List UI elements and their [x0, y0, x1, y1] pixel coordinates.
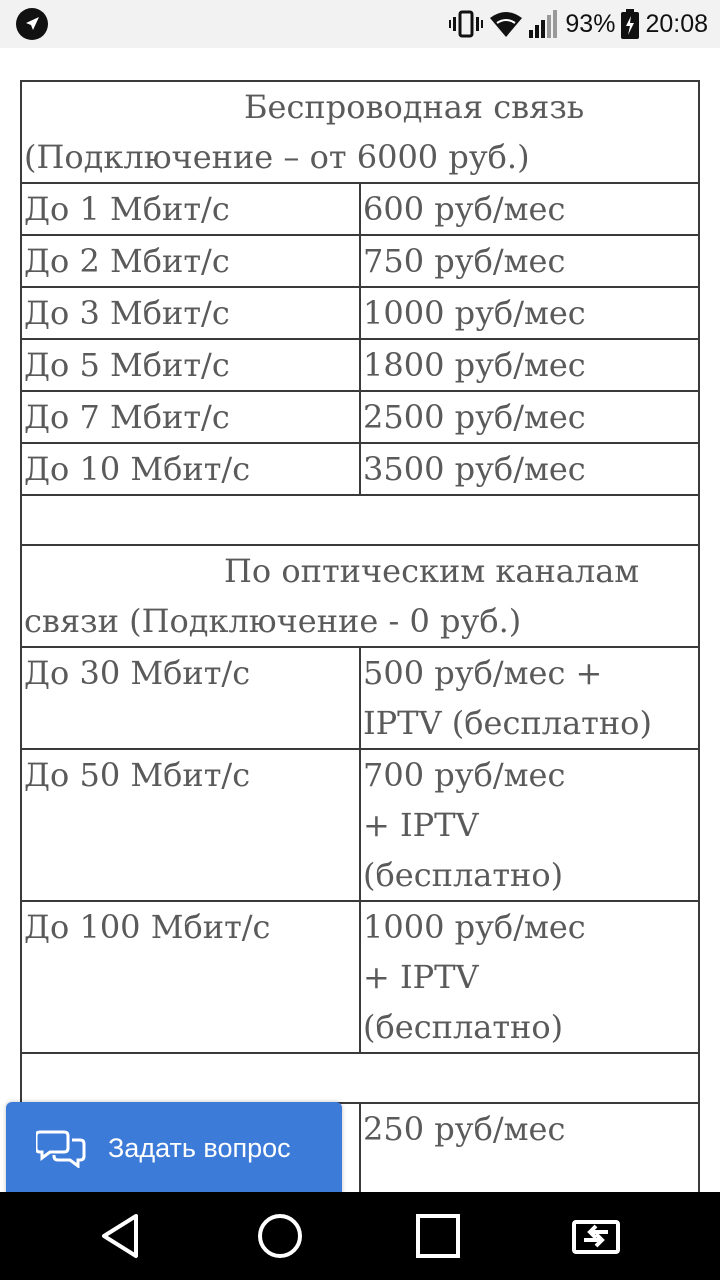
table-row — [21, 443, 699, 495]
price-cell — [360, 901, 699, 1053]
table-row — [21, 235, 699, 287]
price-cell: 1000 руб/мес — [360, 287, 699, 339]
page-content[interactable] — [0, 48, 720, 1192]
battery-charging-icon — [621, 9, 639, 39]
empty-cell — [21, 495, 699, 545]
price-line: 500 руб/мес + — [363, 654, 603, 692]
screen-mirror-icon[interactable] — [570, 1210, 622, 1262]
speed-cell: До 7 Мбит/с — [21, 391, 360, 443]
ask-question-button[interactable] — [6, 1102, 342, 1194]
price-cell — [360, 647, 699, 749]
vibrate-icon — [449, 10, 483, 38]
price-cell: 3500 руб/мес — [360, 443, 699, 495]
section-header-cell — [21, 81, 699, 183]
table-row — [21, 339, 699, 391]
price-cell: 250 руб/мес — [360, 1103, 699, 1192]
price-cell: 1800 руб/мес — [360, 339, 699, 391]
recents-icon[interactable] — [412, 1210, 464, 1262]
speed-cell: До 30 Мбит/с — [21, 647, 360, 749]
signal-icon — [529, 10, 559, 38]
section-header-wireless — [21, 81, 699, 183]
status-bar — [0, 0, 720, 48]
battery-percent: 93% — [565, 9, 616, 38]
price-line: + IPTV — [363, 958, 479, 996]
speed-cell: До 1 Мбит/с — [21, 183, 360, 235]
empty-cell — [21, 1053, 699, 1103]
tariffs-table — [20, 80, 700, 1192]
back-icon[interactable] — [96, 1210, 148, 1262]
price-line: (бесплатно) — [363, 856, 564, 894]
table-row — [21, 183, 699, 235]
speed-cell: До 10 Мбит/с — [21, 443, 360, 495]
section-title-optical: По оптическим каналам — [224, 552, 640, 590]
table-row — [21, 901, 699, 1053]
price-cell: 750 руб/мес — [360, 235, 699, 287]
navigation-bar — [0, 1192, 720, 1280]
price-cell — [360, 749, 699, 901]
table-row — [21, 749, 699, 901]
clock-time: 20:08 — [645, 9, 708, 38]
ask-question-label: Задать вопрос — [108, 1132, 291, 1163]
table-row — [21, 647, 699, 749]
section-subtitle-optical: связи (Подключение - 0 руб.) — [24, 602, 522, 640]
speed-cell: До 2 Мбит/с — [21, 235, 360, 287]
section-title-wireless: Беспроводная связь — [244, 88, 585, 126]
price-line: 700 руб/мес — [363, 756, 566, 794]
table-row — [21, 287, 699, 339]
speed-cell: До 5 Мбит/с — [21, 339, 360, 391]
price-line: IPTV (бесплатно) — [363, 704, 652, 742]
table-row — [21, 391, 699, 443]
navigation-arrow-icon — [16, 8, 48, 40]
speed-cell: До 100 Мбит/с — [21, 901, 360, 1053]
speed-cell: До 50 Мбит/с — [21, 749, 360, 901]
empty-row — [21, 495, 699, 545]
speed-cell: До 3 Мбит/с — [21, 287, 360, 339]
price-line: 1000 руб/мес — [363, 908, 586, 946]
section-header-cell — [21, 545, 699, 647]
wifi-icon — [489, 10, 523, 38]
price-line: + IPTV — [363, 806, 479, 844]
section-header-optical — [21, 545, 699, 647]
price-line: (бесплатно) — [363, 1008, 564, 1046]
home-icon[interactable] — [254, 1210, 306, 1262]
price-cell: 2500 руб/мес — [360, 391, 699, 443]
price-cell: 600 руб/мес — [360, 183, 699, 235]
chat-bubbles-icon — [36, 1128, 86, 1168]
empty-row — [21, 1053, 699, 1103]
section-subtitle-wireless: (Подключение – от 6000 руб.) — [24, 138, 530, 176]
